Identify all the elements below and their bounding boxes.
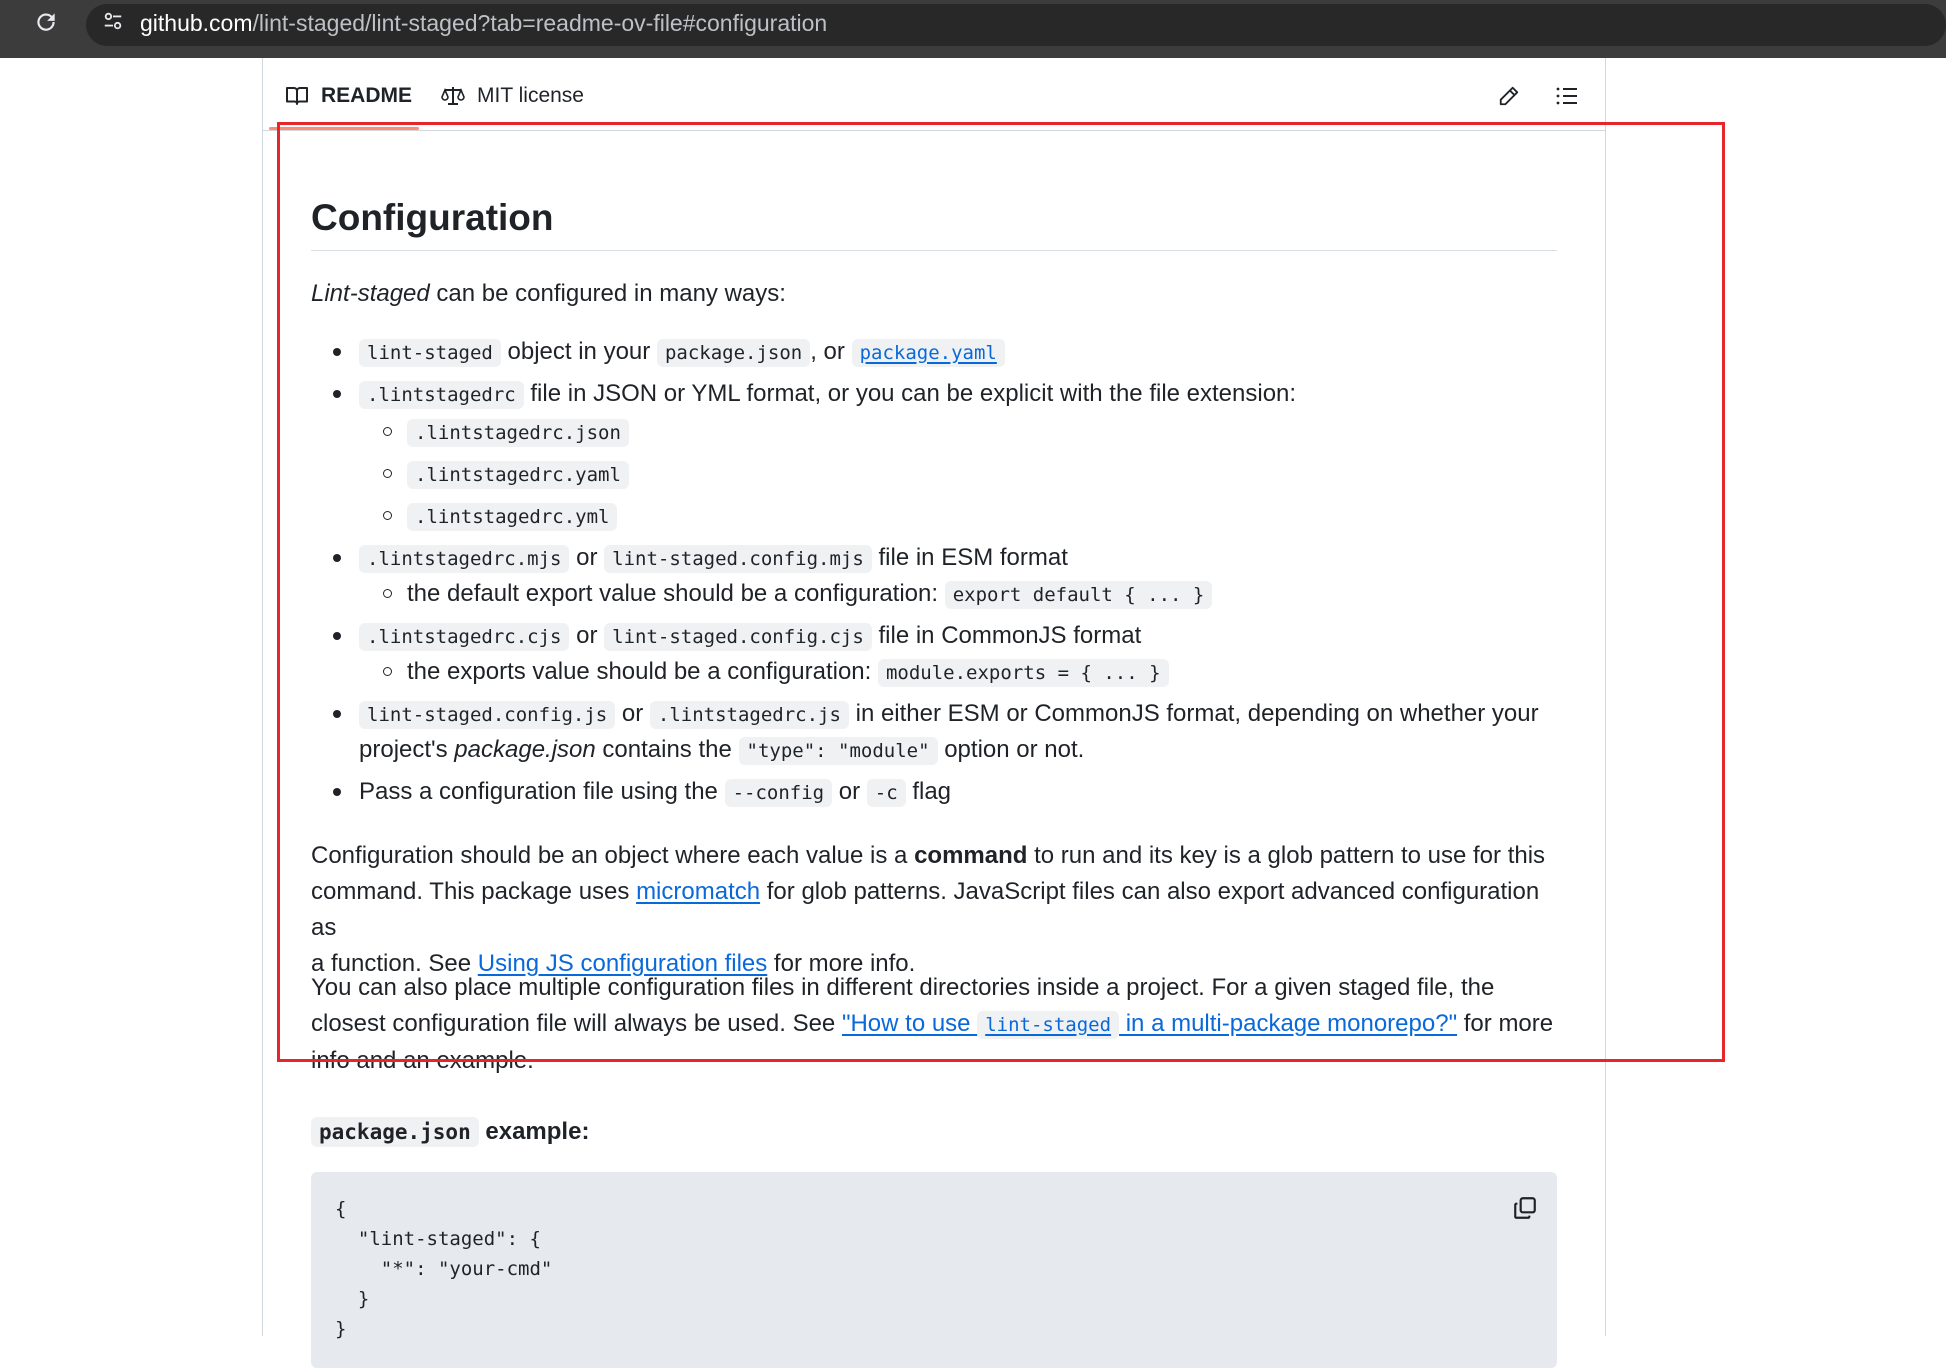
- inline-code: --config: [725, 779, 833, 807]
- section-heading: Configuration: [311, 194, 1557, 251]
- micromatch-link[interactable]: micromatch: [636, 878, 761, 905]
- config-paragraph: [311, 838, 1557, 982]
- tab-readme[interactable]: [285, 78, 412, 114]
- inline-code: .lintstagedrc.mjs: [359, 545, 569, 573]
- text: file in JSON or YML format, or you can be explicit with the file extension:: [523, 380, 1297, 407]
- text: for more info.: [767, 950, 916, 977]
- inline-code: package.json: [311, 1117, 479, 1147]
- inline-code: lint-staged.config.mjs: [604, 545, 872, 573]
- copy-icon: [1512, 1195, 1538, 1221]
- circle-bullet: [383, 469, 392, 478]
- code-content: { "lint-staged": { "*": "your-cmd" } }: [335, 1198, 553, 1340]
- copy-button[interactable]: [1507, 1190, 1543, 1226]
- tab-license[interactable]: [441, 78, 584, 114]
- text: the default export value should be a configuration:: [407, 580, 945, 607]
- inline-code: .lintstagedrc.json: [407, 419, 629, 447]
- js-config-files-link[interactable]: Using JS configuration files: [477, 950, 768, 977]
- bullet: [333, 554, 341, 562]
- url-host: github.com: [140, 10, 253, 36]
- inline-code: lint-staged: [359, 339, 501, 367]
- text: in either ESM or CommonJS format, depending on whether your: [848, 700, 1539, 727]
- text: object in your: [500, 338, 657, 365]
- text: the exports value should be a configuration:: [407, 658, 878, 685]
- inline-code: lint-staged.config.js: [359, 701, 615, 729]
- scale-icon: [441, 85, 465, 107]
- text: example:: [478, 1118, 590, 1145]
- list-icon: [1555, 85, 1579, 107]
- url-text[interactable]: [140, 9, 827, 37]
- text: info and an example.: [311, 1047, 534, 1074]
- url-path: /lint-staged/lint-staged?tab=readme-ov-file#configuration: [252, 10, 828, 36]
- pencil-icon: [1498, 85, 1520, 107]
- active-tab-indicator: [269, 127, 419, 130]
- text: Pass a configuration file using the: [359, 778, 725, 805]
- link-text: "How to use: [841, 1010, 978, 1037]
- monorepo-link[interactable]: [842, 1010, 1457, 1037]
- list-item: [359, 618, 1557, 655]
- text: or: [569, 622, 605, 649]
- text: for more: [1457, 1010, 1554, 1037]
- text: project's: [359, 736, 455, 763]
- text: to run and its key is a glob pattern to use for this: [1027, 842, 1546, 869]
- bullet: [333, 632, 341, 640]
- example-title: [311, 1114, 589, 1150]
- text: flag: [905, 778, 952, 805]
- text: or: [832, 778, 867, 805]
- site-info-icon[interactable]: [98, 10, 128, 40]
- text: , or: [810, 338, 852, 365]
- text: a function. See: [311, 950, 478, 977]
- inline-code: package.json: [657, 339, 810, 367]
- text: closest configuration file will always be used. See: [311, 1010, 842, 1037]
- tab-license-label: MIT license: [477, 84, 584, 107]
- circle-bullet: [383, 589, 392, 598]
- intro-text: can be configured in many ways:: [429, 280, 786, 307]
- em-text: package.json: [454, 736, 596, 763]
- list-item: [359, 540, 1557, 577]
- inline-code: .lintstagedrc.yml: [407, 503, 617, 531]
- inline-code: -c: [867, 779, 906, 807]
- monorepo-paragraph: [311, 970, 1557, 1079]
- code-block: [311, 1172, 1557, 1368]
- bullet: [333, 348, 341, 356]
- intro-paragraph: [311, 276, 1557, 312]
- readme-tabs: [263, 58, 1605, 131]
- list-item-continuation: [359, 732, 1557, 769]
- link-code: lint-staged: [977, 1011, 1119, 1039]
- text: or: [615, 700, 650, 727]
- bullet: [333, 710, 341, 718]
- text: for glob patterns. JavaScript files can also export advanced configuration as: [311, 878, 1540, 941]
- reload-icon[interactable]: [30, 9, 62, 41]
- link-text: in a multi-package monorepo?": [1119, 1010, 1458, 1037]
- list-item: [359, 376, 1557, 413]
- text: You can also place multiple configuration files in different directories inside a project. For a given staged file, the: [311, 974, 1495, 1001]
- package-yaml-link[interactable]: [852, 338, 1005, 365]
- list-item: [359, 334, 1557, 371]
- circle-bullet: [383, 667, 392, 676]
- inline-code: module.exports = { ... }: [878, 659, 1169, 687]
- bullet: [333, 788, 341, 796]
- inline-code: .lintstagedrc.yaml: [407, 461, 629, 489]
- inline-code: export default { ... }: [945, 581, 1213, 609]
- text: Configuration should be an object where each value is a: [311, 842, 915, 869]
- inline-code: .lintstagedrc.cjs: [359, 623, 569, 651]
- inline-code: .lintstagedrc.js: [650, 701, 849, 729]
- circle-bullet: [383, 427, 392, 436]
- intro-em: Lint-staged: [311, 280, 430, 307]
- text: option or not.: [937, 736, 1085, 763]
- browser-toolbar: [0, 0, 1946, 58]
- text: command. This package uses: [311, 878, 637, 905]
- inline-code: lint-staged.config.cjs: [604, 623, 872, 651]
- list-item: [359, 774, 1557, 811]
- text: contains the: [595, 736, 739, 763]
- tab-readme-label: README: [321, 84, 413, 107]
- strong-text: command: [914, 842, 1028, 869]
- bullet: [333, 390, 341, 398]
- link-code: package.yaml: [852, 339, 1005, 367]
- text: or: [569, 544, 605, 571]
- list-item: [359, 696, 1557, 733]
- readme-panel: [262, 58, 1606, 1340]
- edit-file-button[interactable]: [1493, 80, 1525, 112]
- text: file in ESM format: [871, 544, 1068, 571]
- outline-button[interactable]: [1551, 80, 1583, 112]
- text: file in CommonJS format: [871, 622, 1142, 649]
- inline-code: .lintstagedrc: [359, 381, 524, 409]
- circle-bullet: [383, 511, 392, 520]
- book-icon: [285, 85, 309, 107]
- inline-code: "type": "module": [739, 737, 938, 765]
